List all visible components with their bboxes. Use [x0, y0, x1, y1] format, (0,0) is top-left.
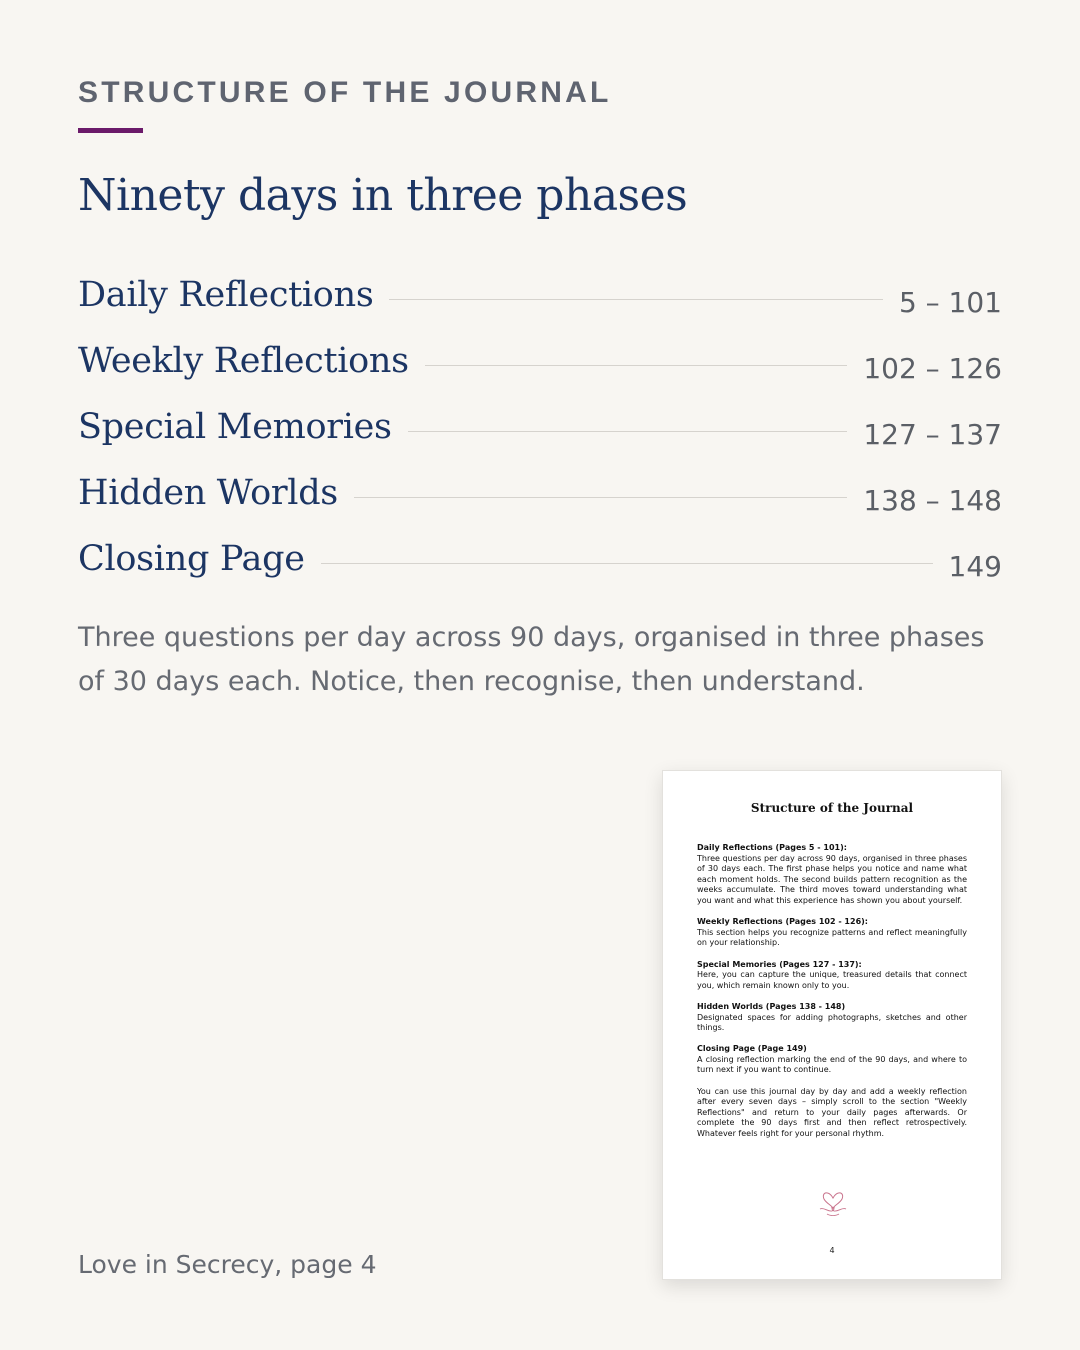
preview-section	[697, 960, 967, 992]
page-title: Ninety days in three phases	[78, 170, 688, 221]
toc-row-daily-reflections	[78, 262, 1002, 328]
preview-page-number: 4	[829, 1246, 835, 1255]
preview-section-heading: Weekly Reflections (Pages 102 - 126):	[697, 917, 868, 927]
preview-section-text: Three questions per day across 90 days, organised in three phases of 30 days each. The first phase helps you notice and name what each moment holds. The second builds pattern recognition as the weeks accumulate. The third moves toward understanding what you want and what this experience has shown you about yourself.	[697, 853, 967, 905]
toc-leader-line	[354, 497, 847, 498]
toc-row-weekly-reflections	[78, 328, 1002, 394]
toc-page-range: 138 – 148	[863, 483, 1002, 517]
preview-section-heading: Closing Page (Page 149)	[697, 1044, 807, 1054]
preview-section	[697, 1087, 967, 1140]
preview-title: Structure of the Journal	[750, 801, 914, 815]
toc-leader-line	[408, 431, 848, 432]
toc-leader-line	[389, 299, 882, 300]
toc-row-special-memories	[78, 394, 1002, 460]
toc-page-range: 5 – 101	[898, 285, 1002, 319]
preview-section	[697, 1044, 967, 1076]
preview-section	[697, 843, 967, 907]
table-of-contents	[78, 262, 1002, 592]
toc-label: Closing Page	[78, 539, 305, 579]
preview-body	[697, 843, 967, 1150]
preview-section-text: A closing reflection marking the end of the 90 days, and where to turn next if you want to continue.	[697, 1054, 967, 1075]
preview-section	[697, 1002, 967, 1034]
toc-row-hidden-worlds	[78, 460, 1002, 526]
toc-page-range: 149	[948, 549, 1002, 583]
preview-section-heading: Daily Reflections (Pages 5 - 101):	[697, 843, 847, 852]
description-text: Three questions per day across 90 days, organised in three phases of 30 days each. Notice, then recognise, then understand.	[78, 622, 985, 697]
toc-row-closing-page	[78, 526, 1002, 592]
toc-leader-line	[425, 365, 848, 366]
preview-section-text: You can use this journal day by day and add a weekly reflection after every seven days – simply scroll to the section "Weekly Reflections" and return to your daily pages afterwards. Or complete the 90 days first and then reflect retrospectively. Whatever feels right for your personal rhythm.	[697, 1086, 967, 1139]
toc-page-range: 102 – 126	[863, 351, 1002, 385]
toc-label: Hidden Worlds	[78, 473, 338, 513]
section-eyebrow: STRUCTURE OF THE JOURNAL	[78, 76, 612, 109]
toc-label: Weekly Reflections	[78, 341, 409, 381]
heart-hands-icon	[815, 1185, 851, 1219]
preview-section-text: This section helps you recognize patterns and reflect meaningfully on your relationship.	[697, 927, 967, 948]
accent-bar	[78, 128, 143, 133]
preview-section-heading: Special Memories (Pages 127 - 137):	[697, 959, 862, 969]
preview-section-text: Designated spaces for adding photographs, sketches and other things.	[697, 1012, 967, 1033]
toc-page-range: 127 – 137	[863, 417, 1002, 451]
footer-caption: Love in Secrecy, page 4	[78, 1250, 377, 1279]
toc-label: Special Memories	[78, 407, 392, 447]
preview-section	[697, 917, 967, 949]
toc-label: Daily Reflections	[78, 275, 374, 315]
page-preview	[662, 770, 1002, 1280]
toc-leader-line	[321, 563, 933, 564]
preview-section-heading: Hidden Worlds (Pages 138 - 148)	[697, 1001, 846, 1011]
preview-section-text: Here, you can capture the unique, treasured details that connect you, which remain known only to you.	[697, 970, 967, 990]
